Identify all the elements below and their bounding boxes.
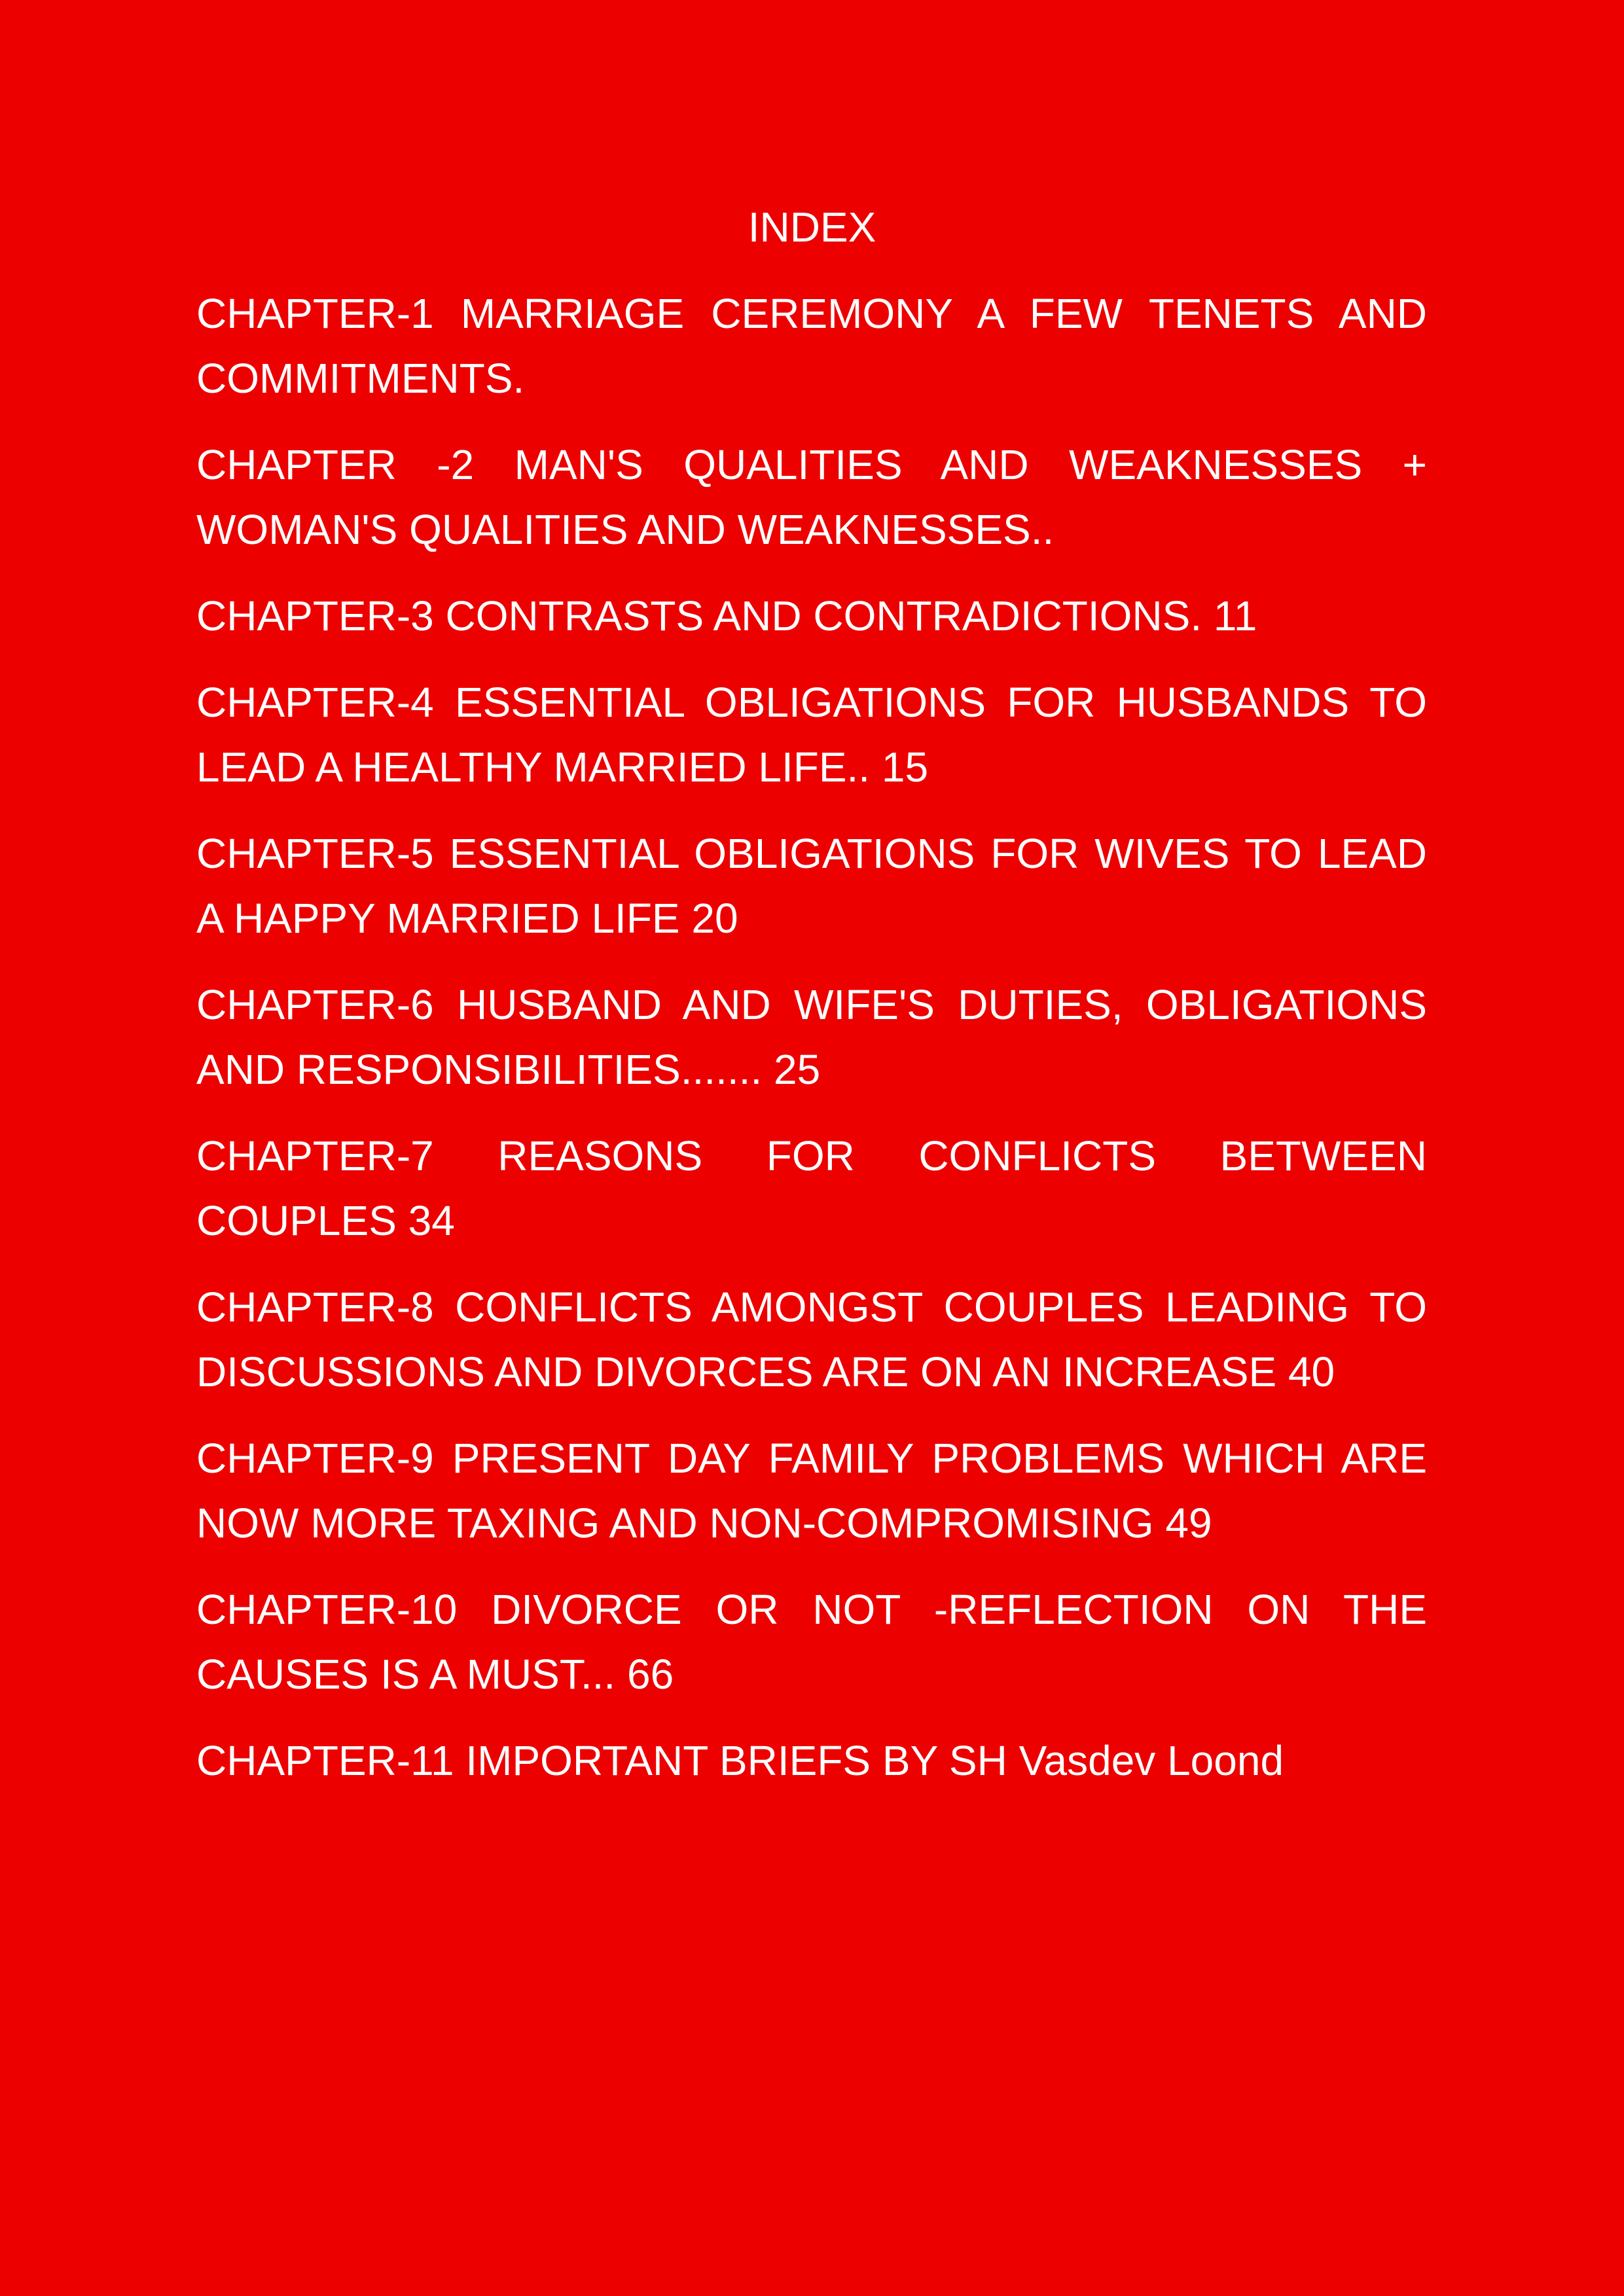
chapter-entry-10: CHAPTER-10 DIVORCE OR NOT -REFLECTION ON THE CAUSES IS A MUST... 66 [196, 1586, 1427, 1698]
chapter-entry-9: CHAPTER-9 PRESENT DAY FAMILY PROBLEMS WHICH ARE NOW MORE TAXING AND NON-COMPROMISING 49 [196, 1435, 1427, 1547]
chapter-entry-4: CHAPTER-4 ESSENTIAL OBLIGATIONS FOR HUSBANDS TO LEAD A HEALTHY MARRIED LIFE.. 15 [196, 679, 1427, 791]
chapter-entry-8: CHAPTER-8 CONFLICTS AMONGST COUPLES LEADING TO DISCUSSIONS AND DIVORCES ARE ON AN INCREASE 40 [196, 1283, 1427, 1395]
chapter-entry-5: CHAPTER-5 ESSENTIAL OBLIGATIONS FOR WIVES TO LEAD A HAPPY MARRIED LIFE 20 [196, 830, 1427, 942]
chapter-entry-1: CHAPTER-1 MARRIAGE CEREMONY A FEW TENETS AND COMMITMENTS. [196, 290, 1427, 402]
chapter-entry-11: CHAPTER-11 IMPORTANT BRIEFS BY SH Vasdev Loond [196, 1737, 1284, 1784]
index-title: INDEX [748, 204, 876, 251]
chapter-list [196, 281, 1427, 1815]
chapter-entry-6: CHAPTER-6 HUSBAND AND WIFE'S DUTIES, OBLIGATIONS AND RESPONSIBILITIES....... 25 [196, 981, 1427, 1093]
chapter-entry-7: CHAPTER-7 REASONS FOR CONFLICTS BETWEEN COUPLES 34 [196, 1132, 1427, 1244]
chapter-entry-3: CHAPTER-3 CONTRASTS AND CONTRADICTIONS. 11 [196, 592, 1257, 639]
chapter-entry-2: CHAPTER -2 MAN'S QUALITIES AND WEAKNESSES + WOMAN'S QUALITIES AND WEAKNESSES.. [196, 441, 1427, 553]
